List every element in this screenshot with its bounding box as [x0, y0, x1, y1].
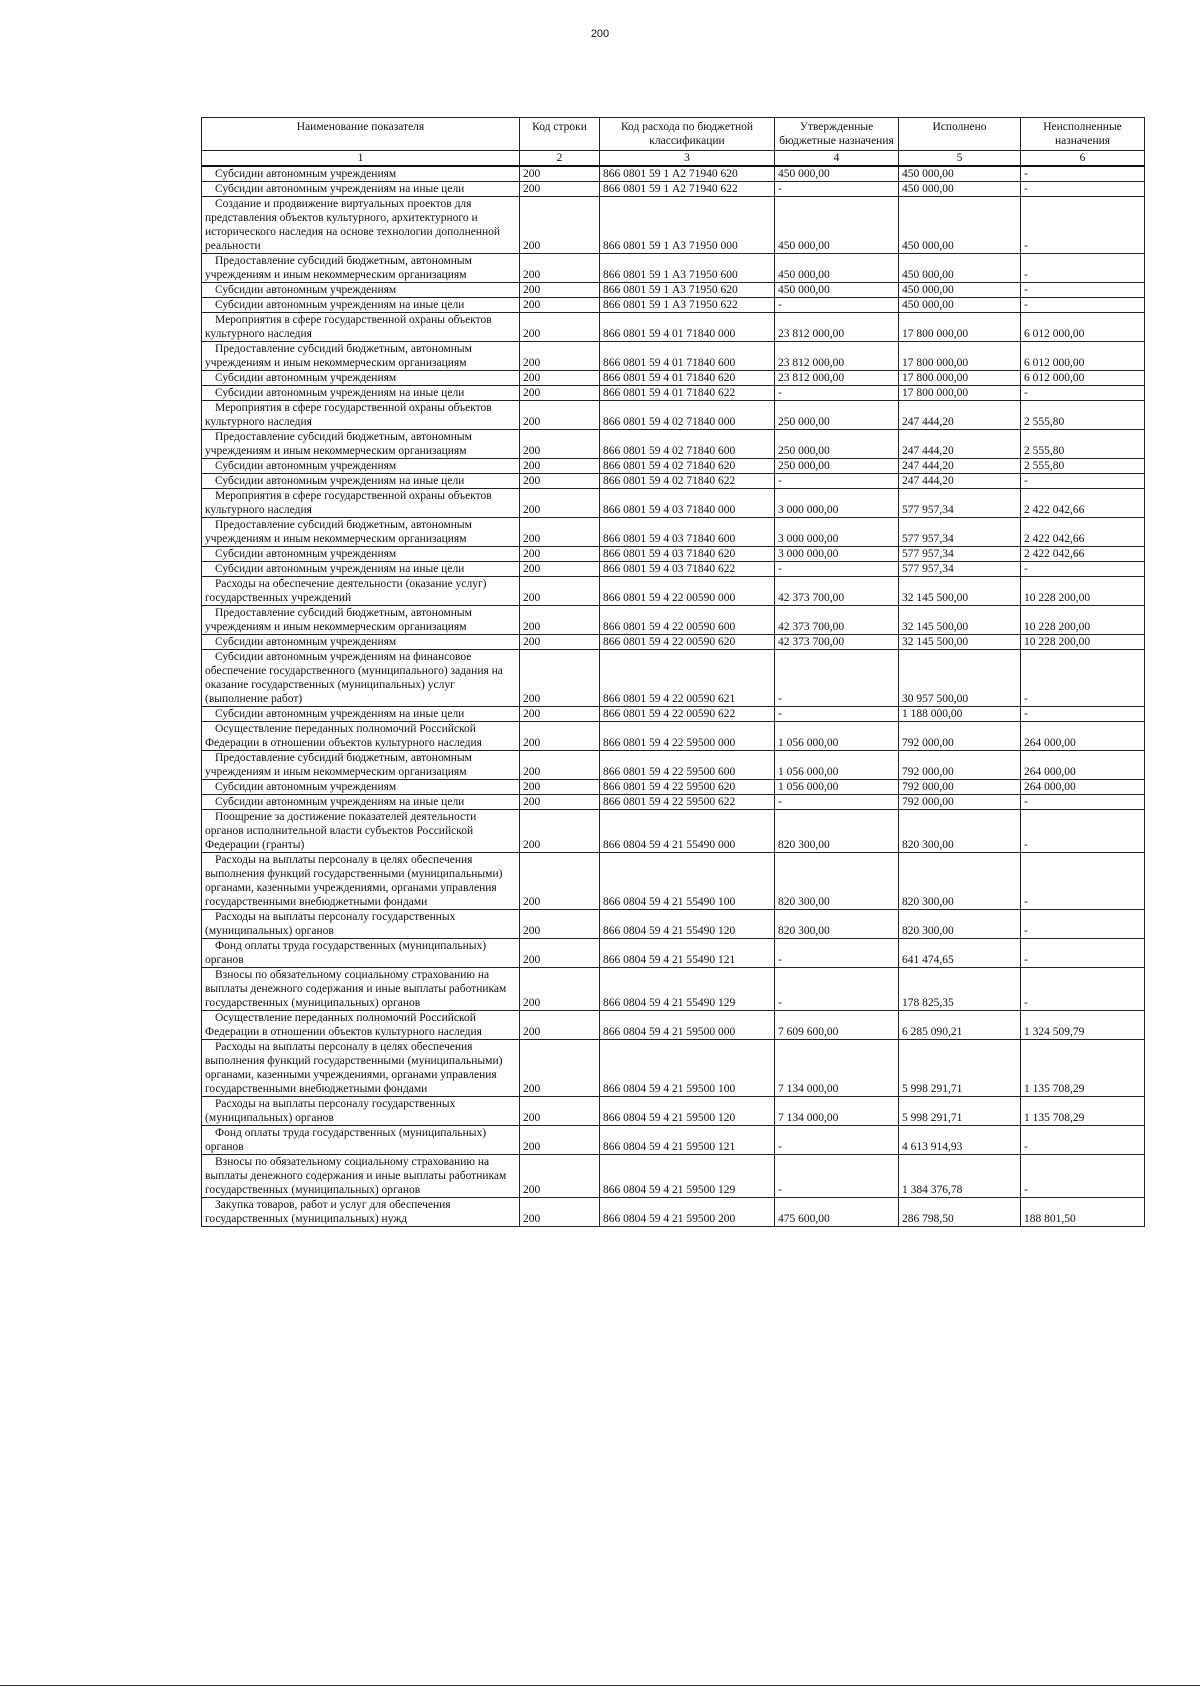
table-row — [202, 577, 1145, 606]
column-number: 1 — [202, 151, 520, 167]
line-code-cell: 200 — [520, 547, 600, 562]
line-code-cell: 200 — [520, 707, 600, 722]
executed-cell: 32 145 500,00 — [899, 606, 1021, 635]
expense-code-cell: 866 0804 59 4 21 55490 120 — [600, 910, 775, 939]
unexecuted-cell: 6 012 000,00 — [1021, 342, 1145, 371]
line-code-cell: 200 — [520, 606, 600, 635]
line-code-cell: 200 — [520, 313, 600, 342]
page-number: 200 — [590, 28, 610, 40]
expense-code-cell: 866 0801 59 4 22 00590 622 — [600, 707, 775, 722]
table-row — [202, 547, 1145, 562]
table-row — [202, 795, 1145, 810]
unexecuted-cell: - — [1021, 197, 1145, 254]
approved-cell: - — [775, 939, 899, 968]
executed-cell: 450 000,00 — [899, 182, 1021, 197]
budget-execution-table — [201, 117, 1145, 1227]
table-row — [202, 1097, 1145, 1126]
executed-cell: 17 800 000,00 — [899, 313, 1021, 342]
unexecuted-cell: 264 000,00 — [1021, 780, 1145, 795]
approved-cell: 1 056 000,00 — [775, 751, 899, 780]
indicator-name-cell: Субсидии автономным учреждениям на иные цели — [202, 562, 520, 577]
executed-cell: 5 998 291,71 — [899, 1097, 1021, 1126]
line-code-cell: 200 — [520, 910, 600, 939]
executed-cell: 792 000,00 — [899, 795, 1021, 810]
line-code-cell: 200 — [520, 562, 600, 577]
expense-code-cell: 866 0804 59 4 21 55490 121 — [600, 939, 775, 968]
line-code-cell: 200 — [520, 780, 600, 795]
unexecuted-cell: 2 555,80 — [1021, 430, 1145, 459]
column-number: 6 — [1021, 151, 1145, 167]
indicator-name-cell: Расходы на выплаты персоналу государственных (муниципальных) органов — [202, 910, 520, 939]
table-row — [202, 1011, 1145, 1040]
table-row — [202, 401, 1145, 430]
indicator-name-cell: Предоставление субсидий бюджетным, автономным учреждениям и иным некоммерческим организациям — [202, 518, 520, 547]
indicator-name-cell: Поощрение за достижение показателей деятельности органов исполнительной власти субъектов Российской Федерации (гранты) — [202, 810, 520, 853]
indicator-name-cell: Создание и продвижение виртуальных проектов для представления объектов культурного, архитектурного и исторического наследия на основе технологии дополненной реальности — [202, 197, 520, 254]
indicator-name-cell: Субсидии автономным учреждениям — [202, 459, 520, 474]
approved-cell: 3 000 000,00 — [775, 547, 899, 562]
header-approved: Утвержденные бюджетные назначения — [775, 118, 899, 151]
unexecuted-cell: - — [1021, 795, 1145, 810]
expense-code-cell: 866 0804 59 4 21 55490 129 — [600, 968, 775, 1011]
unexecuted-cell: 2 422 042,66 — [1021, 547, 1145, 562]
line-code-cell: 200 — [520, 197, 600, 254]
header-expense-code: Код расхода по бюджетной классификации — [600, 118, 775, 151]
executed-cell: 792 000,00 — [899, 751, 1021, 780]
approved-cell: 475 600,00 — [775, 1198, 899, 1227]
unexecuted-cell: - — [1021, 853, 1145, 910]
approved-cell: 820 300,00 — [775, 853, 899, 910]
approved-cell: - — [775, 1155, 899, 1198]
executed-cell: 286 798,50 — [899, 1198, 1021, 1227]
expense-code-cell: 866 0801 59 4 02 71840 620 — [600, 459, 775, 474]
indicator-name-cell: Закупка товаров, работ и услуг для обеспечения государственных (муниципальных) нужд — [202, 1198, 520, 1227]
indicator-name-cell: Субсидии автономным учреждениям на иные цели — [202, 707, 520, 722]
line-code-cell: 200 — [520, 795, 600, 810]
unexecuted-cell: 6 012 000,00 — [1021, 313, 1145, 342]
unexecuted-cell: - — [1021, 166, 1145, 182]
indicator-name-cell: Субсидии автономным учреждениям — [202, 166, 520, 182]
executed-cell: 450 000,00 — [899, 166, 1021, 182]
table-row — [202, 1155, 1145, 1198]
executed-cell: 17 800 000,00 — [899, 371, 1021, 386]
expense-code-cell: 866 0801 59 4 22 00590 621 — [600, 650, 775, 707]
unexecuted-cell: - — [1021, 298, 1145, 313]
line-code-cell: 200 — [520, 939, 600, 968]
indicator-name-cell: Мероприятия в сфере государственной охраны объектов культурного наследия — [202, 489, 520, 518]
table-row — [202, 780, 1145, 795]
unexecuted-cell: - — [1021, 562, 1145, 577]
approved-cell: - — [775, 968, 899, 1011]
unexecuted-cell: - — [1021, 474, 1145, 489]
executed-cell: 577 957,34 — [899, 518, 1021, 547]
line-code-cell: 200 — [520, 1011, 600, 1040]
expense-code-cell: 866 0801 59 4 02 71840 622 — [600, 474, 775, 489]
header-indicator-name: Наименование показателя — [202, 118, 520, 151]
approved-cell: 450 000,00 — [775, 197, 899, 254]
indicator-name-cell: Взносы по обязательному социальному страхованию на выплаты денежного содержания и иные выплаты работникам государственных (муниципальных) органов — [202, 968, 520, 1011]
table-row — [202, 939, 1145, 968]
executed-cell: 6 285 090,21 — [899, 1011, 1021, 1040]
unexecuted-cell: 188 801,50 — [1021, 1198, 1145, 1227]
header-unexecuted: Неисполненные назначения — [1021, 118, 1145, 151]
table-row — [202, 474, 1145, 489]
executed-cell: 577 957,34 — [899, 489, 1021, 518]
table-row — [202, 342, 1145, 371]
approved-cell: - — [775, 707, 899, 722]
column-number: 5 — [899, 151, 1021, 167]
unexecuted-cell: 2 555,80 — [1021, 459, 1145, 474]
indicator-name-cell: Субсидии автономным учреждениям на иные цели — [202, 474, 520, 489]
table-row — [202, 489, 1145, 518]
executed-cell: 5 998 291,71 — [899, 1040, 1021, 1097]
approved-cell: - — [775, 650, 899, 707]
approved-cell: - — [775, 386, 899, 401]
column-number: 2 — [520, 151, 600, 167]
expense-code-cell: 866 0801 59 1 А3 71950 000 — [600, 197, 775, 254]
unexecuted-cell: 10 228 200,00 — [1021, 635, 1145, 650]
expense-code-cell: 866 0801 59 4 03 71840 600 — [600, 518, 775, 547]
approved-cell: - — [775, 795, 899, 810]
table-row — [202, 810, 1145, 853]
line-code-cell: 200 — [520, 342, 600, 371]
unexecuted-cell: - — [1021, 1155, 1145, 1198]
executed-cell: 247 444,20 — [899, 474, 1021, 489]
approved-cell: 820 300,00 — [775, 910, 899, 939]
table-row — [202, 650, 1145, 707]
expense-code-cell: 866 0801 59 1 А2 71940 620 — [600, 166, 775, 182]
column-number-row — [202, 151, 1145, 167]
approved-cell: 7 134 000,00 — [775, 1097, 899, 1126]
table-row — [202, 707, 1145, 722]
line-code-cell: 200 — [520, 853, 600, 910]
executed-cell: 820 300,00 — [899, 910, 1021, 939]
approved-cell: 250 000,00 — [775, 430, 899, 459]
executed-cell: 820 300,00 — [899, 810, 1021, 853]
line-code-cell: 200 — [520, 430, 600, 459]
line-code-cell: 200 — [520, 1155, 600, 1198]
approved-cell: 3 000 000,00 — [775, 489, 899, 518]
line-code-cell: 200 — [520, 968, 600, 1011]
table-row — [202, 298, 1145, 313]
unexecuted-cell: - — [1021, 386, 1145, 401]
approved-cell: - — [775, 1126, 899, 1155]
table-row — [202, 254, 1145, 283]
header-row — [202, 118, 1145, 151]
line-code-cell: 200 — [520, 459, 600, 474]
executed-cell: 1 188 000,00 — [899, 707, 1021, 722]
line-code-cell: 200 — [520, 518, 600, 547]
indicator-name-cell: Предоставление субсидий бюджетным, автономным учреждениям и иным некоммерческим организациям — [202, 430, 520, 459]
unexecuted-cell: 10 228 200,00 — [1021, 577, 1145, 606]
expense-code-cell: 866 0801 59 4 03 71840 622 — [600, 562, 775, 577]
expense-code-cell: 866 0804 59 4 21 55490 000 — [600, 810, 775, 853]
executed-cell: 450 000,00 — [899, 254, 1021, 283]
executed-cell: 247 444,20 — [899, 401, 1021, 430]
line-code-cell: 200 — [520, 577, 600, 606]
approved-cell: 250 000,00 — [775, 401, 899, 430]
expense-code-cell: 866 0804 59 4 21 59500 129 — [600, 1155, 775, 1198]
expense-code-cell: 866 0801 59 1 А2 71940 622 — [600, 182, 775, 197]
indicator-name-cell: Субсидии автономным учреждениям на финансовое обеспечение государственного (муниципального) задания на оказание государственных (муниципальных) услуг (выполнение работ) — [202, 650, 520, 707]
expense-code-cell: 866 0801 59 4 01 71840 600 — [600, 342, 775, 371]
executed-cell: 32 145 500,00 — [899, 635, 1021, 650]
executed-cell: 577 957,34 — [899, 547, 1021, 562]
expense-code-cell: 866 0801 59 4 22 59500 622 — [600, 795, 775, 810]
table-row — [202, 313, 1145, 342]
table-row — [202, 1126, 1145, 1155]
table-header — [202, 118, 1145, 167]
table-row — [202, 722, 1145, 751]
executed-cell: 450 000,00 — [899, 197, 1021, 254]
line-code-cell: 200 — [520, 635, 600, 650]
expense-code-cell: 866 0801 59 1 А3 71950 600 — [600, 254, 775, 283]
indicator-name-cell: Субсидии автономным учреждениям — [202, 371, 520, 386]
expense-code-cell: 866 0801 59 4 22 00590 600 — [600, 606, 775, 635]
indicator-name-cell: Предоставление субсидий бюджетным, автономным учреждениям и иным некоммерческим организациям — [202, 751, 520, 780]
table-row — [202, 197, 1145, 254]
expense-code-cell: 866 0804 59 4 21 59500 000 — [600, 1011, 775, 1040]
approved-cell: 450 000,00 — [775, 254, 899, 283]
expense-code-cell: 866 0801 59 4 02 71840 000 — [600, 401, 775, 430]
expense-code-cell: 866 0801 59 1 А3 71950 620 — [600, 283, 775, 298]
approved-cell: 42 373 700,00 — [775, 635, 899, 650]
expense-code-cell: 866 0801 59 4 03 71840 000 — [600, 489, 775, 518]
line-code-cell: 200 — [520, 1198, 600, 1227]
column-number: 3 — [600, 151, 775, 167]
unexecuted-cell: - — [1021, 182, 1145, 197]
expense-code-cell: 866 0801 59 4 01 71840 000 — [600, 313, 775, 342]
indicator-name-cell: Фонд оплаты труда государственных (муниципальных) органов — [202, 939, 520, 968]
approved-cell: 1 056 000,00 — [775, 780, 899, 795]
indicator-name-cell: Расходы на выплаты персоналу государственных (муниципальных) органов — [202, 1097, 520, 1126]
unexecuted-cell: - — [1021, 707, 1145, 722]
approved-cell: 820 300,00 — [775, 810, 899, 853]
line-code-cell: 200 — [520, 283, 600, 298]
expense-code-cell: 866 0804 59 4 21 59500 100 — [600, 1040, 775, 1097]
line-code-cell: 200 — [520, 182, 600, 197]
table-row — [202, 635, 1145, 650]
line-code-cell: 200 — [520, 166, 600, 182]
table-row — [202, 853, 1145, 910]
indicator-name-cell: Взносы по обязательному социальному страхованию на выплаты денежного содержания и иные выплаты работникам государственных (муниципальных) органов — [202, 1155, 520, 1198]
approved-cell: 3 000 000,00 — [775, 518, 899, 547]
executed-cell: 32 145 500,00 — [899, 577, 1021, 606]
indicator-name-cell: Субсидии автономным учреждениям на иные цели — [202, 795, 520, 810]
indicator-name-cell: Предоставление субсидий бюджетным, автономным учреждениям и иным некоммерческим организациям — [202, 606, 520, 635]
unexecuted-cell: 2 422 042,66 — [1021, 489, 1145, 518]
executed-cell: 4 613 914,93 — [899, 1126, 1021, 1155]
line-code-cell: 200 — [520, 386, 600, 401]
unexecuted-cell: - — [1021, 650, 1145, 707]
table-row — [202, 751, 1145, 780]
executed-cell: 1 384 376,78 — [899, 1155, 1021, 1198]
table-row — [202, 371, 1145, 386]
indicator-name-cell: Осуществление переданных полномочий Российской Федерации в отношении объектов культурного наследия — [202, 1011, 520, 1040]
table-row — [202, 386, 1145, 401]
unexecuted-cell: 2 422 042,66 — [1021, 518, 1145, 547]
table-row — [202, 430, 1145, 459]
table-row — [202, 166, 1145, 182]
header-executed: Исполнено — [899, 118, 1021, 151]
indicator-name-cell: Предоставление субсидий бюджетным, автономным учреждениям и иным некоммерческим организациям — [202, 342, 520, 371]
approved-cell: 450 000,00 — [775, 283, 899, 298]
line-code-cell: 200 — [520, 401, 600, 430]
approved-cell: - — [775, 474, 899, 489]
unexecuted-cell: - — [1021, 254, 1145, 283]
table-row — [202, 182, 1145, 197]
unexecuted-cell: - — [1021, 810, 1145, 853]
bottom-rule — [0, 1685, 1200, 1686]
executed-cell: 820 300,00 — [899, 853, 1021, 910]
line-code-cell: 200 — [520, 298, 600, 313]
executed-cell: 450 000,00 — [899, 283, 1021, 298]
executed-cell: 247 444,20 — [899, 430, 1021, 459]
executed-cell: 641 474,65 — [899, 939, 1021, 968]
table-row — [202, 459, 1145, 474]
expense-code-cell: 866 0801 59 4 22 00590 000 — [600, 577, 775, 606]
unexecuted-cell: - — [1021, 283, 1145, 298]
approved-cell: 7 134 000,00 — [775, 1040, 899, 1097]
approved-cell: 23 812 000,00 — [775, 342, 899, 371]
indicator-name-cell: Осуществление переданных полномочий Российской Федерации в отношении объектов культурного наследия — [202, 722, 520, 751]
executed-cell: 247 444,20 — [899, 459, 1021, 474]
line-code-cell: 200 — [520, 254, 600, 283]
approved-cell: 42 373 700,00 — [775, 577, 899, 606]
indicator-name-cell: Субсидии автономным учреждениям на иные цели — [202, 182, 520, 197]
executed-cell: 450 000,00 — [899, 298, 1021, 313]
line-code-cell: 200 — [520, 1040, 600, 1097]
unexecuted-cell: - — [1021, 910, 1145, 939]
executed-cell: 178 825,35 — [899, 968, 1021, 1011]
unexecuted-cell: 10 228 200,00 — [1021, 606, 1145, 635]
expense-code-cell: 866 0801 59 4 22 00590 620 — [600, 635, 775, 650]
expense-code-cell: 866 0804 59 4 21 59500 120 — [600, 1097, 775, 1126]
executed-cell: 792 000,00 — [899, 780, 1021, 795]
indicator-name-cell: Субсидии автономным учреждениям — [202, 635, 520, 650]
line-code-cell: 200 — [520, 1097, 600, 1126]
indicator-name-cell: Субсидии автономным учреждениям на иные цели — [202, 386, 520, 401]
table-row — [202, 1040, 1145, 1097]
unexecuted-cell: 264 000,00 — [1021, 722, 1145, 751]
approved-cell: 23 812 000,00 — [775, 371, 899, 386]
expense-code-cell: 866 0804 59 4 21 55490 100 — [600, 853, 775, 910]
approved-cell: 23 812 000,00 — [775, 313, 899, 342]
expense-code-cell: 866 0801 59 4 01 71840 620 — [600, 371, 775, 386]
unexecuted-cell: - — [1021, 1126, 1145, 1155]
expense-code-cell: 866 0804 59 4 21 59500 121 — [600, 1126, 775, 1155]
unexecuted-cell: 1 135 708,29 — [1021, 1040, 1145, 1097]
line-code-cell: 200 — [520, 751, 600, 780]
line-code-cell: 200 — [520, 810, 600, 853]
table-row — [202, 562, 1145, 577]
indicator-name-cell: Фонд оплаты труда государственных (муниципальных) органов — [202, 1126, 520, 1155]
table-row — [202, 283, 1145, 298]
executed-cell: 30 957 500,00 — [899, 650, 1021, 707]
expense-code-cell: 866 0801 59 4 01 71840 622 — [600, 386, 775, 401]
approved-cell: 450 000,00 — [775, 166, 899, 182]
indicator-name-cell: Субсидии автономным учреждениям — [202, 547, 520, 562]
expense-code-cell: 866 0801 59 4 22 59500 000 — [600, 722, 775, 751]
unexecuted-cell: 6 012 000,00 — [1021, 371, 1145, 386]
unexecuted-cell: 1 324 509,79 — [1021, 1011, 1145, 1040]
indicator-name-cell: Расходы на обеспечение деятельности (оказание услуг) государственных учреждений — [202, 577, 520, 606]
executed-cell: 792 000,00 — [899, 722, 1021, 751]
executed-cell: 577 957,34 — [899, 562, 1021, 577]
line-code-cell: 200 — [520, 474, 600, 489]
unexecuted-cell: 264 000,00 — [1021, 751, 1145, 780]
expense-code-cell: 866 0804 59 4 21 59500 200 — [600, 1198, 775, 1227]
table-row — [202, 968, 1145, 1011]
expense-code-cell: 866 0801 59 1 А3 71950 622 — [600, 298, 775, 313]
executed-cell: 17 800 000,00 — [899, 342, 1021, 371]
approved-cell: 42 373 700,00 — [775, 606, 899, 635]
executed-cell: 17 800 000,00 — [899, 386, 1021, 401]
expense-code-cell: 866 0801 59 4 22 59500 620 — [600, 780, 775, 795]
indicator-name-cell: Расходы на выплаты персоналу в целях обеспечения выполнения функций государственными (муниципальными) органами, казенными учреждениями, органами управления государственными внебюджетными фондами — [202, 1040, 520, 1097]
unexecuted-cell: 2 555,80 — [1021, 401, 1145, 430]
table-row — [202, 1198, 1145, 1227]
approved-cell: - — [775, 298, 899, 313]
unexecuted-cell: - — [1021, 968, 1145, 1011]
line-code-cell: 200 — [520, 489, 600, 518]
expense-code-cell: 866 0801 59 4 02 71840 600 — [600, 430, 775, 459]
approved-cell: - — [775, 182, 899, 197]
unexecuted-cell: - — [1021, 939, 1145, 968]
indicator-name-cell: Мероприятия в сфере государственной охраны объектов культурного наследия — [202, 401, 520, 430]
approved-cell: - — [775, 562, 899, 577]
indicator-name-cell: Мероприятия в сфере государственной охраны объектов культурного наследия — [202, 313, 520, 342]
line-code-cell: 200 — [520, 650, 600, 707]
line-code-cell: 200 — [520, 371, 600, 386]
indicator-name-cell: Предоставление субсидий бюджетным, автономным учреждениям и иным некоммерческим организациям — [202, 254, 520, 283]
expense-code-cell: 866 0801 59 4 03 71840 620 — [600, 547, 775, 562]
table-body — [202, 166, 1145, 1227]
column-number: 4 — [775, 151, 899, 167]
table-row — [202, 518, 1145, 547]
header-line-code: Код строки — [520, 118, 600, 151]
approved-cell: 7 609 600,00 — [775, 1011, 899, 1040]
indicator-name-cell: Субсидии автономным учреждениям на иные цели — [202, 298, 520, 313]
indicator-name-cell: Расходы на выплаты персоналу в целях обеспечения выполнения функций государственными (муниципальными) органами, казенными учреждениями, органами управления государственными внебюджетными фондами — [202, 853, 520, 910]
indicator-name-cell: Субсидии автономным учреждениям — [202, 283, 520, 298]
table-row — [202, 606, 1145, 635]
line-code-cell: 200 — [520, 1126, 600, 1155]
approved-cell: 1 056 000,00 — [775, 722, 899, 751]
expense-code-cell: 866 0801 59 4 22 59500 600 — [600, 751, 775, 780]
indicator-name-cell: Субсидии автономным учреждениям — [202, 780, 520, 795]
line-code-cell: 200 — [520, 722, 600, 751]
unexecuted-cell: 1 135 708,29 — [1021, 1097, 1145, 1126]
table-row — [202, 910, 1145, 939]
approved-cell: 250 000,00 — [775, 459, 899, 474]
